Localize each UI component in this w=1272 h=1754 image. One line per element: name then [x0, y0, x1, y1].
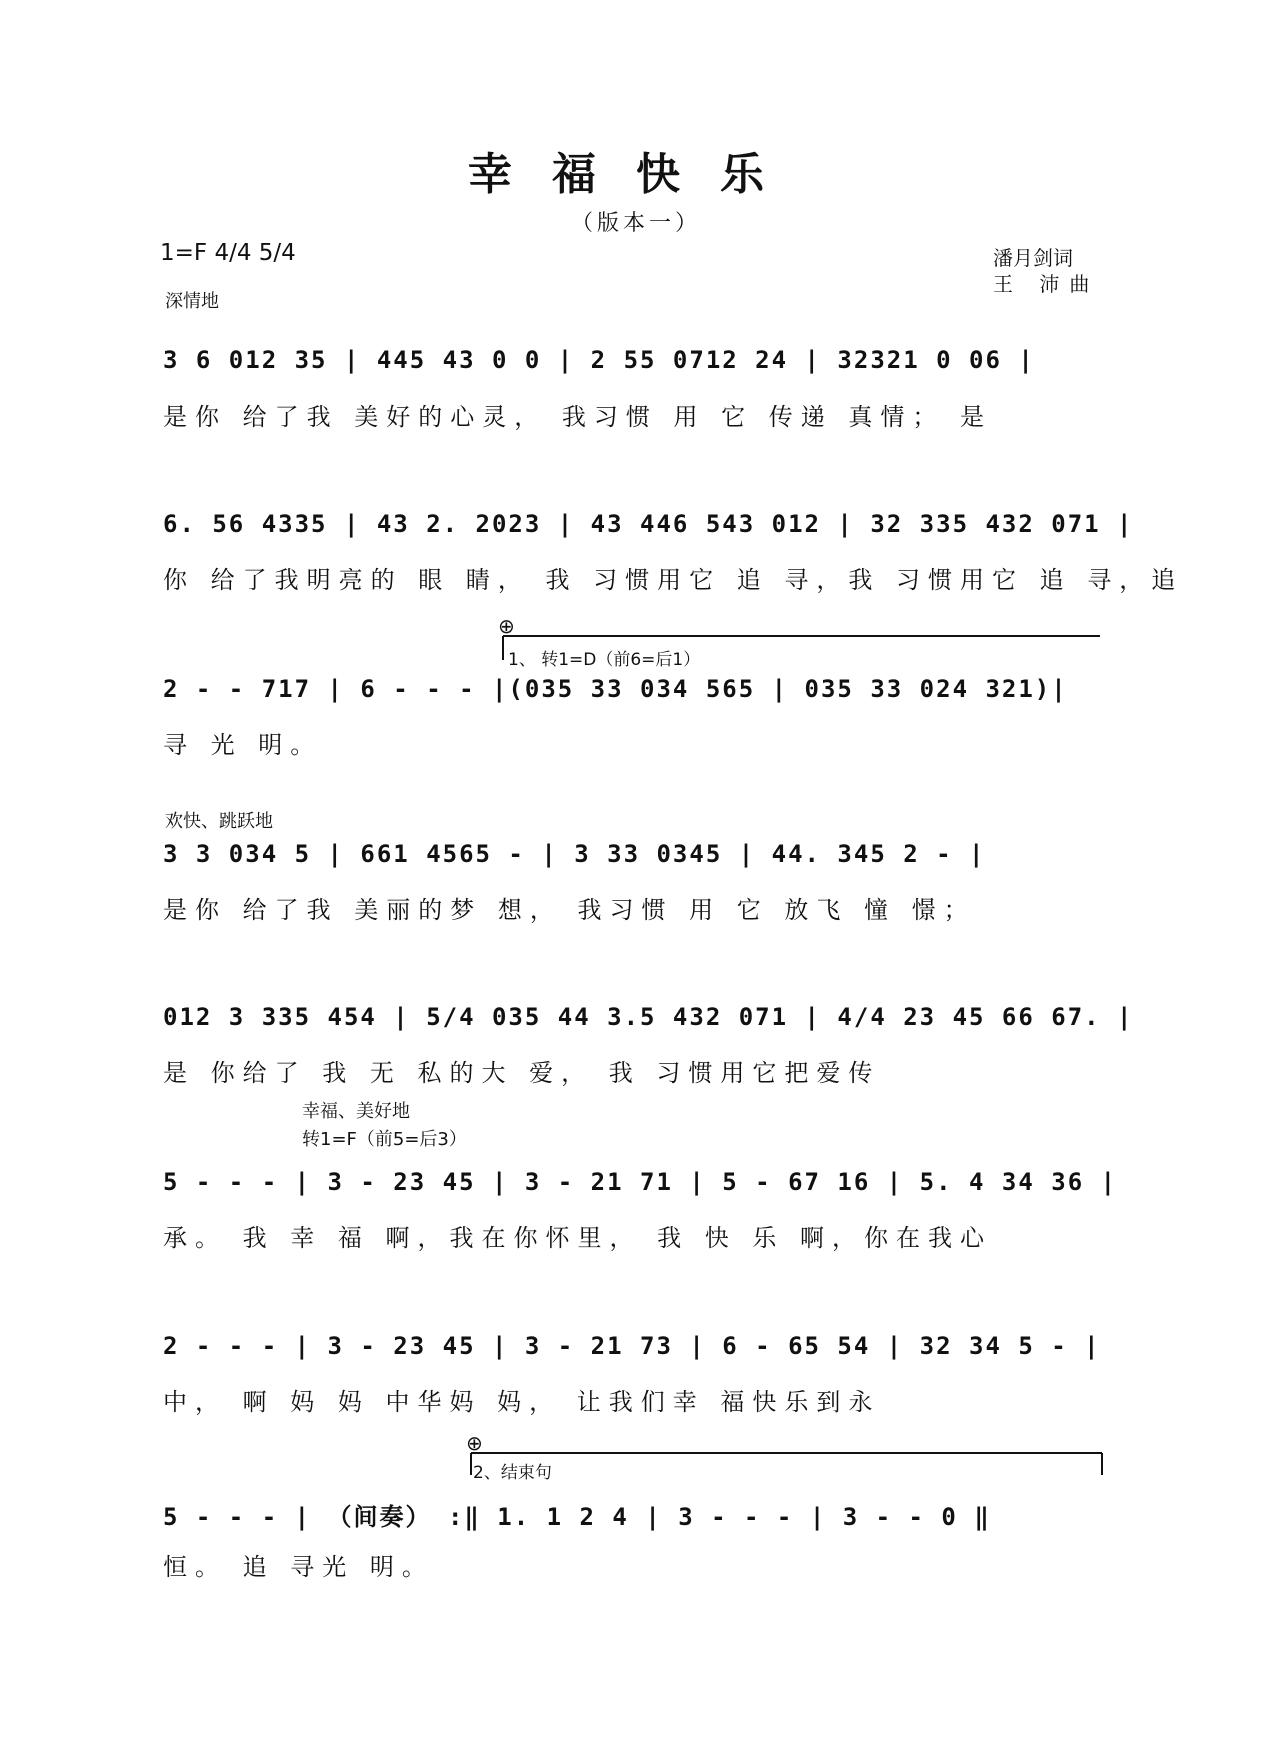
- tempo-marking-2: 欢快、跳跃地: [165, 811, 273, 832]
- tempo-marking-3: 幸福、美好地: [302, 1101, 410, 1122]
- notation-line-1: 3 6 012 35 | 445 43 0 0 | 2 55 0712 24 | 32321 0 06 |: [163, 346, 1035, 374]
- volta-1-label: 1、 转1=D（前6=后1）: [508, 650, 701, 670]
- lyrics-line-2: 你 给了我明亮的 眼 睛， 我 习惯用它 追 寻，我 习惯用它 追 寻，追: [163, 566, 1184, 594]
- notation-line-8: 5 - - - | （间奏） :‖ 1. 1 2 4 | 3 - - - | 3 - - 0 ‖: [163, 1503, 991, 1531]
- score-title: 幸福快乐: [468, 149, 804, 200]
- volta-2-label: 2、结束句: [473, 1463, 552, 1483]
- notation-line-3: 2 - - 717 | 6 - - - |(035 33 034 565 | 035 33 024 321)|: [163, 675, 1068, 703]
- coda-symbol-1: ⊕: [498, 614, 515, 638]
- lyrics-line-8: 恒。 追 寻光 明。: [163, 1553, 434, 1581]
- lyrics-line-5: 是 你给了 我 无 私的大 爱， 我 习惯用它把爱传: [163, 1059, 881, 1087]
- key-signature: 1=F 4/4 5/4: [160, 240, 296, 266]
- lyricist-credit: 潘月剑词: [993, 246, 1073, 270]
- lyrics-line-1: 是你 给了我 美好的心灵， 我习惯 用 它 传递 真情； 是: [163, 403, 993, 431]
- notation-line-6: 5 - - - | 3 - 23 45 | 3 - 21 71 | 5 - 67 16 | 5. 4 34 36 |: [163, 1168, 1118, 1196]
- notation-line-5: 012 3 335 454 | 5/4 035 44 3.5 432 071 | 4/4 23 45 66 67. |: [163, 1003, 1134, 1031]
- notation-line-4: 3 3 034 5 | 661 4565 - | 3 33 0345 | 44. 345 2 - |: [163, 840, 986, 868]
- version-label: （版本一）: [570, 211, 701, 236]
- composer-credit: 王 沛曲: [993, 272, 1100, 296]
- notation-line-2: 6. 56 4335 | 43 2. 2023 | 43 446 543 012 | 32 335 432 071 |: [163, 510, 1134, 538]
- notation-line-7: 2 - - - | 3 - 23 45 | 3 - 21 73 | 6 - 65 54 | 32 34 5 - |: [163, 1332, 1101, 1360]
- tempo-marking-1: 深情地: [165, 291, 219, 312]
- coda-symbol-2: ⊕: [466, 1431, 483, 1455]
- lyrics-line-6: 承。 我 幸 福 啊，我在你怀里， 我 快 乐 啊，你在我心: [163, 1224, 993, 1252]
- lyrics-line-7: 中， 啊 妈 妈 中华妈 妈， 让我们幸 福快乐到永: [163, 1388, 881, 1416]
- lyrics-line-3: 寻 光 明。: [163, 731, 323, 759]
- lyrics-line-4: 是你 给了我 美丽的梦 想， 我习惯 用 它 放飞 憧 憬；: [163, 896, 976, 924]
- modulation-marking: 转1=F（前5=后3）: [302, 1129, 467, 1150]
